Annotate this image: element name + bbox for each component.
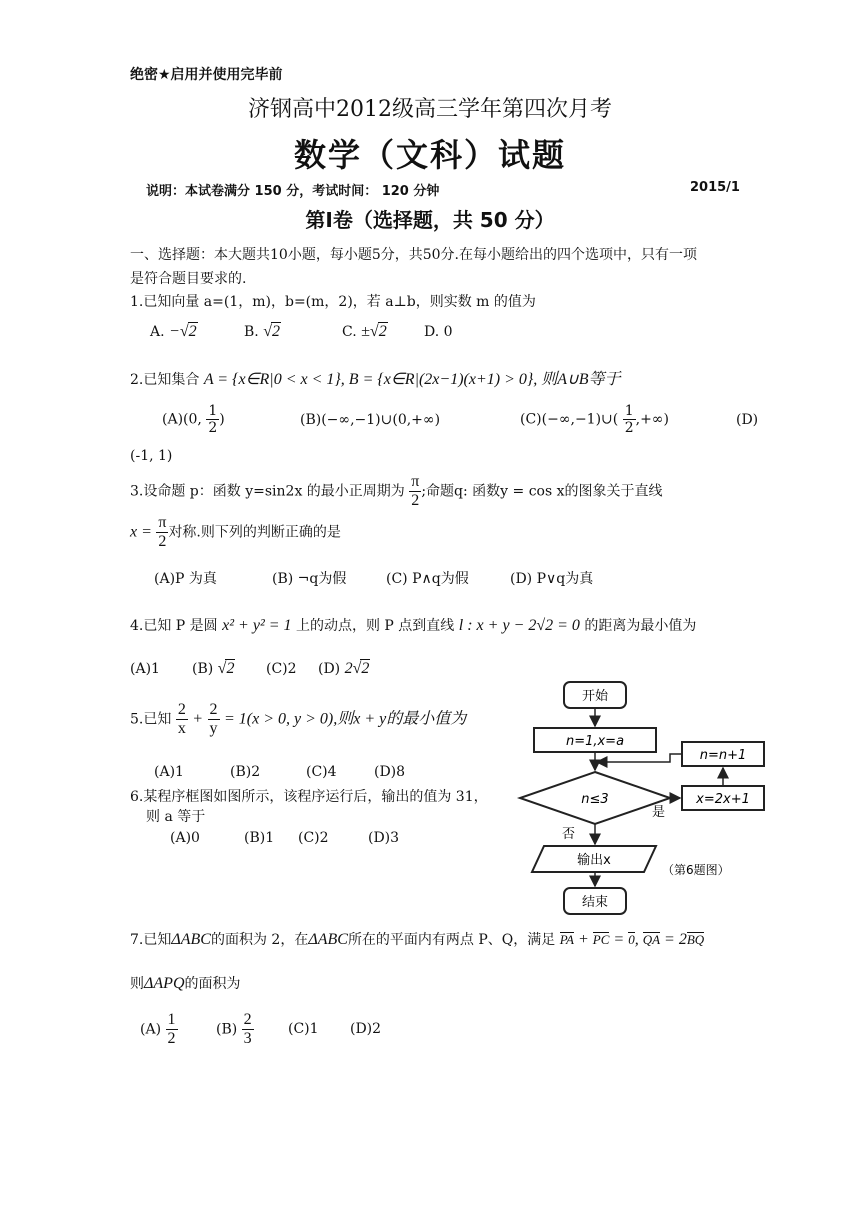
q4-option-d: (D) 2√2 [318, 660, 370, 677]
paper-title: 数学（文科）试题 [293, 136, 566, 174]
q6-stem-line-2: 则 a 等于 [146, 809, 206, 825]
exam-note: 说明：本试卷满分 150 分，考试时间： 120 分钟 [146, 184, 440, 199]
q1-stem: 1.已知向量 a=(1，m)，b=(m，2)，若 a⊥b，则实数 m 的值为 [130, 294, 536, 310]
q4-option-a: (A)1 [130, 661, 160, 677]
q2-option-d-value: (-1, 1) [130, 448, 173, 464]
q6-option-b: (B)1 [244, 830, 275, 846]
q1-option-d: D. 0 [424, 324, 453, 340]
q2-option-c: (C)(−∞,−1)∪( $\frac{1}{2}$ ,+∞) [520, 403, 669, 436]
q6-stem-line-1: 6.某程序框图如图所示，该程序运行后，输出的值为 31， [130, 789, 488, 805]
flow-yes-label: 是 [652, 805, 666, 820]
flow-condition-label: n≤3 [581, 792, 609, 807]
confidential-mark: 绝密★启用并使用完毕前 [130, 67, 283, 83]
q5-stem: 5.已知 $\frac{2}{x}$ + $\frac{2}{y}$ = 1(x > 0, y > 0),则x + y的最小值为 [130, 701, 467, 737]
q2-option-b: (B)(−∞,−1)∪(0,+∞) [300, 412, 441, 428]
q3-option-b: (B) ¬q为假 [272, 571, 347, 587]
q7-stem-line-2: 则ΔAPQ的面积为 [130, 975, 241, 992]
q6-option-c: (C)2 [298, 830, 329, 846]
flow-end-label: 结束 [581, 895, 609, 910]
q1-option-b: B. √2 [244, 323, 280, 340]
q3-stem-line-2: x = $\frac{\pi}{2}$ 对称.则下列的判断正确的是 [130, 514, 341, 550]
flow-output-label: 输出x [577, 853, 611, 868]
q1-option-a: A. −√2 [150, 323, 197, 340]
q6-option-a: (A)0 [170, 830, 200, 846]
flow-update-label: x=2x+1 [696, 792, 750, 807]
q7-stem-line-1: 7.已知ΔABC的面积为 2，在ΔABC所在的平面内有两点 P、Q，满足 PA + PC = 0, QA = 2BQ [130, 931, 705, 948]
q4-option-b: (B) √2 [192, 660, 235, 677]
q3-stem-line-1: 3.设命题 p：函数 y=sin2x 的最小正周期为 $\frac{\pi}{2}$ ;命题q: 函数y = cos x的图象关于直线 [130, 473, 663, 509]
flow-init-label: n=1,x=a [565, 734, 625, 749]
q7-option-a: (A) $\frac{1}{2}$ [140, 1011, 176, 1047]
flow-increment-label: n=n+1 [699, 748, 747, 763]
q5-option-b: (B)2 [230, 764, 261, 780]
q5-option-a: (A)1 [154, 764, 184, 780]
q3-option-d: (D) P∨q为真 [510, 571, 594, 587]
flow-start-label: 开始 [581, 689, 609, 704]
q1-option-c: C. ±√2 [342, 323, 387, 340]
q5-option-d: (D)8 [374, 764, 406, 780]
part-heading: 第Ⅰ卷（选择题，共 50 分） [305, 208, 555, 232]
q7-option-d: (D)2 [350, 1021, 382, 1037]
intro-line-1: 一、选择题：本大题共10小题，每小题5分，共50分.在每小题给出的四个选项中，只有一项 [130, 247, 697, 263]
q6-option-d: (D)3 [368, 830, 400, 846]
q4-stem: 4.已知 P 是圆 x² + y² = 1 上的动点，则 P 点到直线 l : x + y − 2√2 = 0 的距离为最小值为 [130, 617, 697, 634]
flow-caption: （第6题图） [662, 863, 730, 877]
program-flowchart [500, 678, 750, 924]
school-exam-title: 济钢高中2012级高三学年第四次月考 [248, 97, 612, 122]
q7-option-b: (B) $\frac{2}{3}$ [216, 1011, 252, 1047]
q5-option-c: (C)4 [306, 764, 337, 780]
q3-option-c: (C) P∧q为假 [386, 571, 469, 587]
q2-stem: 2.已知集合 A = {x∈R|0 < x < 1}, B = {x∈R|(2x−1)(x+1) > 0}, 则A∪B等于 [130, 371, 621, 388]
q2-option-a: (A)(0, $\frac{1}{2}$ ) [162, 403, 225, 436]
intro-line-2: 是符合题目要求的. [130, 271, 247, 287]
q3-option-a: (A)P 为真 [154, 571, 217, 587]
q7-option-c: (C)1 [288, 1021, 319, 1037]
exam-date: 2015/1 [690, 180, 740, 195]
q4-option-c: (C)2 [266, 661, 297, 677]
q2-option-d-label: (D) [736, 412, 759, 428]
flow-no-label: 否 [562, 827, 576, 842]
